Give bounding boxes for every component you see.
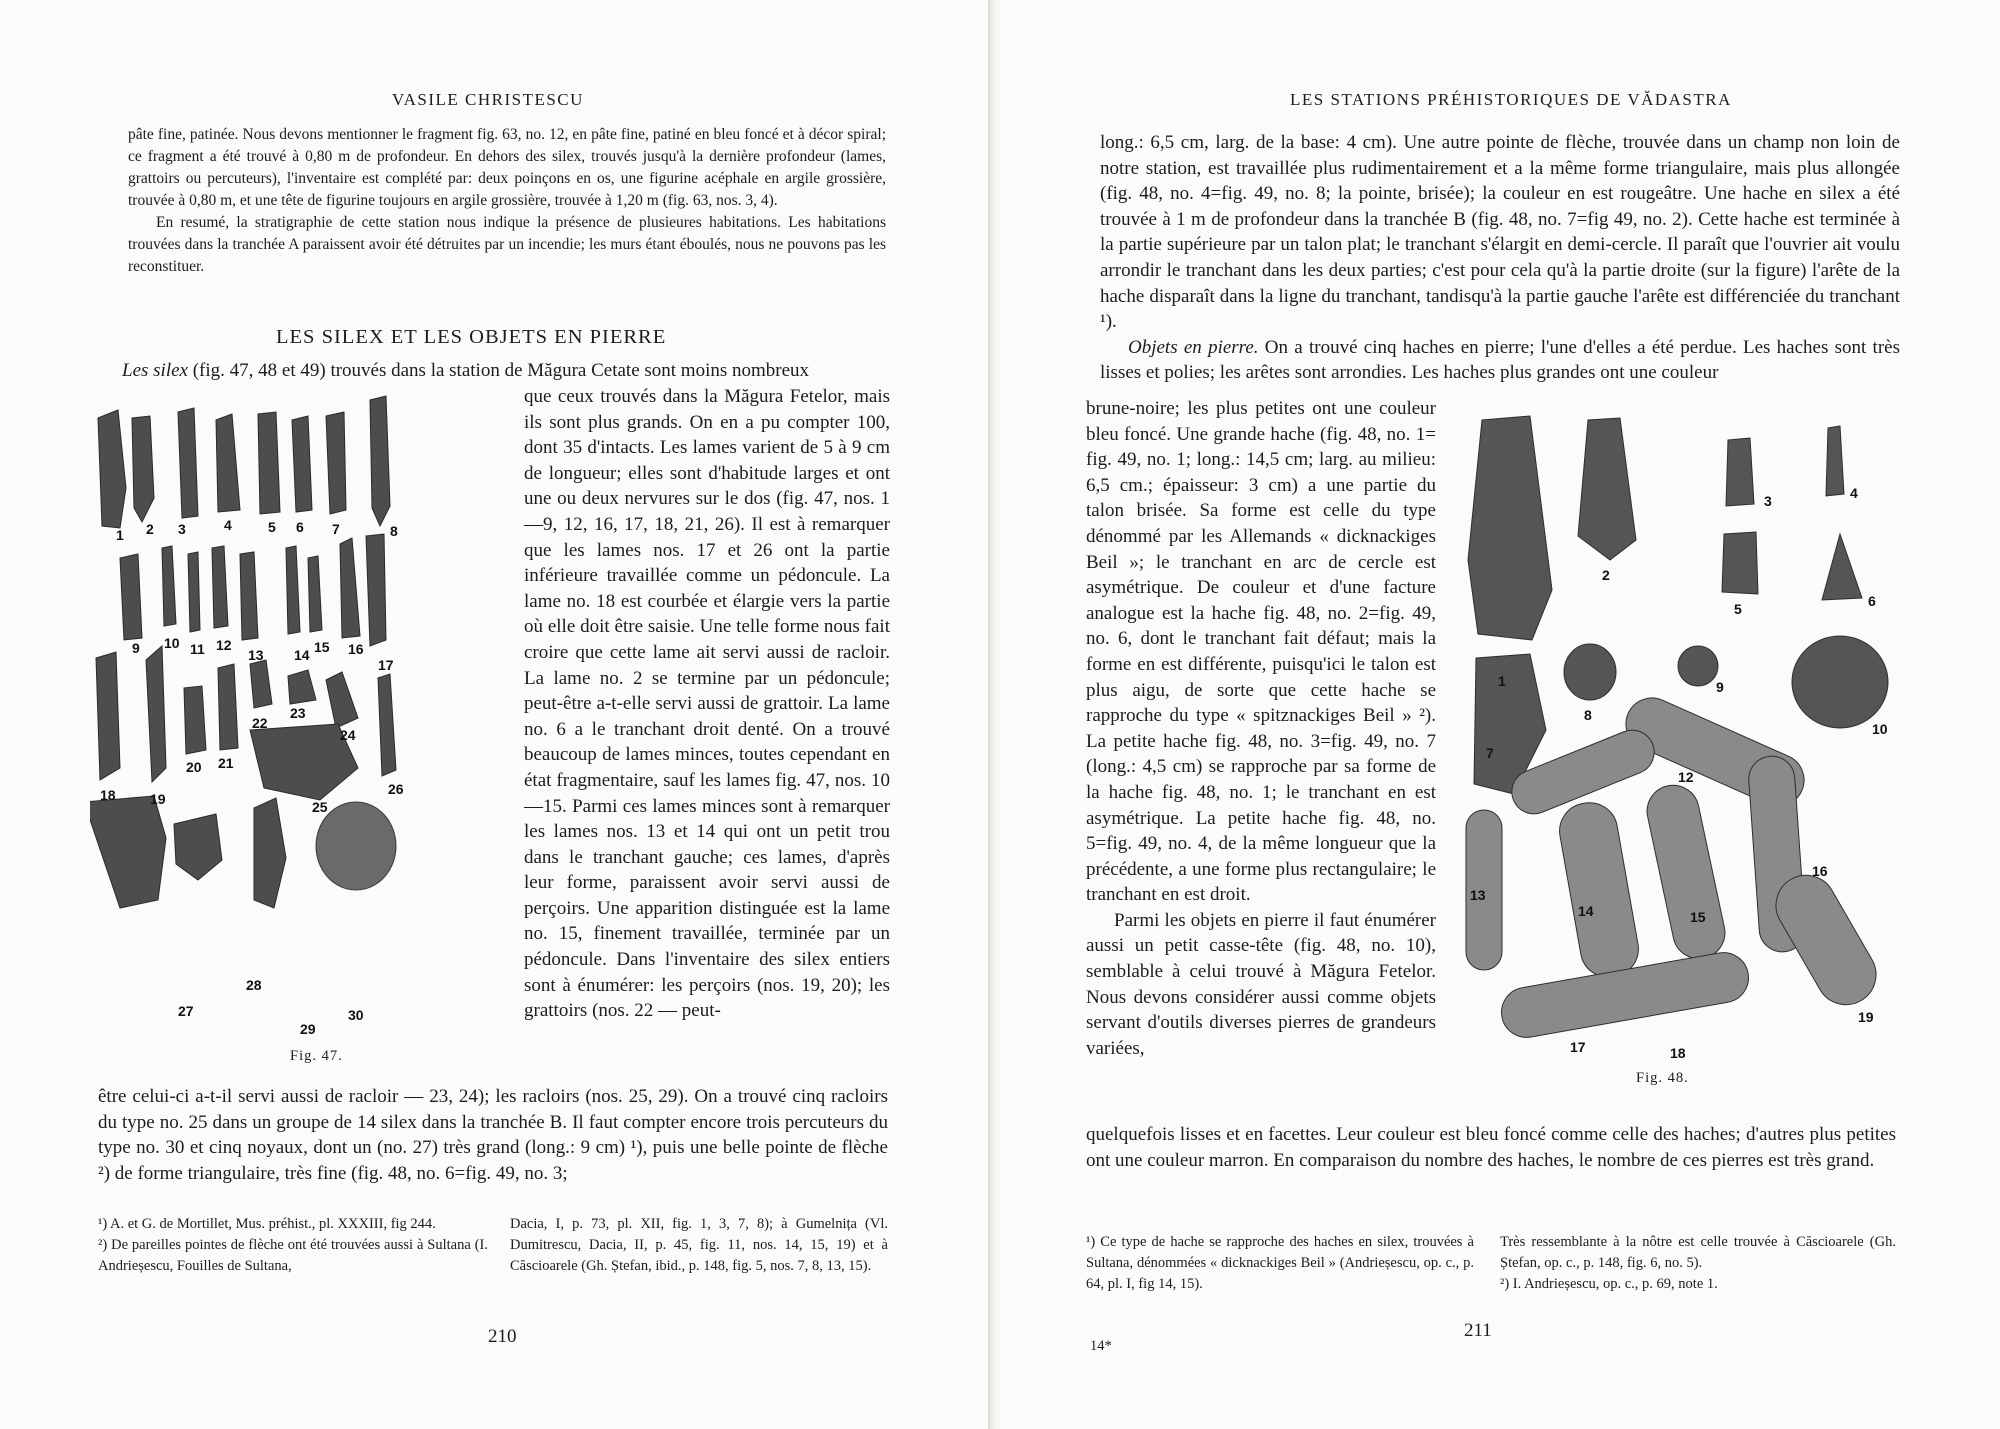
flint-blade-26 (378, 674, 396, 776)
fig47-label-13: 13 (248, 647, 264, 663)
paragraph-pointe-fleche: long.: 6,5 cm, larg. de la base: 4 cm). Une autre pointe de flèche, trouvée dans un champ non loin de notre station, est travaillée plus rudimentairement et a la même forme triangulaire, mais plus allongée (fig. 48, no. 4=fig. 49, no. 8; la pointe, brisée); la couleur en est rougeâtre. Une hache en silex a été trouvée à 1 m de profondeur dans la tranchée B (fig. 48, no. 7=fig 49, no. 2). Cette hache est terminée à la partie supérieure par un talon plat; le tranchant s'élargit en demi-cercle. Il paraît que l'ouvrier ait voulu arrondir le tranchant dans les deux parties; c'est pour cela qu'à la partie droite (sur la figure) l'arête de la hache disparaît dans la ligne du tranchant, tandisqu'à la partie gauche l'arête est différenciée du tranchant ¹). (1100, 132, 1900, 333)
right-page (1000, 0, 2000, 1429)
mace-head-10 (1792, 636, 1888, 728)
flint-core-28 (174, 814, 222, 880)
section-heading: LES SILEX ET LES OBJETS EN PIERRE (276, 326, 667, 348)
fig47-label-26: 26 (388, 781, 404, 797)
fig47-label-1: 1 (116, 527, 124, 543)
page-number-left: 210 (488, 1326, 517, 1347)
left-full-text: être celui-ci a-t-il servi aussi de racloir — 23, 24); les racloirs (nos. 25, 29). On a trouvé cinq racloirs du type no. 25 dans un groupe de 14 silex dans la tranchée B. Il faut compter encore trois percuteurs du type no. 30 et cinq noyaux, dont un (no. 27) très grand (long.: 9 cm) ¹), puis une belle pointe de flèche ²) de forme triangulaire, très fine (fig. 48, no. 6=fig. 49, no. 3; (98, 1086, 888, 1184)
fig48-label-12: 12 (1678, 769, 1694, 785)
fig48-label-6: 6 (1868, 593, 1876, 609)
fig47-label-18: 18 (100, 787, 116, 803)
fig47-label-8: 8 (390, 523, 398, 539)
objets-rest: On a trouvé cinq haches en pierre; l'une d'elles a été perdue. Les haches sont très lisses et polies; les arêtes sont arrondies. Les haches plus grandes ont une couleur (1100, 336, 1900, 384)
flint-blade-12 (212, 546, 228, 628)
flint-blade-10 (162, 546, 176, 626)
fig48-label-8: 8 (1584, 707, 1592, 723)
fig47-label-24: 24 (340, 727, 356, 743)
fig47-label-11: 11 (190, 641, 205, 657)
flint-blade-19 (146, 646, 166, 782)
flint-blade-18 (96, 652, 120, 780)
fig47-label-28: 28 (246, 977, 262, 993)
flint-blade-20 (184, 686, 206, 754)
running-header: LES STATIONS PRÉHISTORIQUES DE VĂDASTRA (1290, 90, 1732, 109)
flint-blade-17 (366, 534, 386, 646)
footnote-left-col2: Dacia, I, p. 73, pl. XII, fig. 1, 3, 7, 8); à Gumelnița (Vl. Dumitrescu, Dacia, II, p. 45, fig. 11, nos. 14, 15, 19) et à Căscioarele (Gh. Ștefan, ibid., p. 148, fig. 5, nos. 7, 8, 13, 15). (510, 1216, 888, 1274)
footnote-left-col1: ¹) A. et G. de Mortillet, Mus. préhist., pl. XXXIII, fig 244. ²) De pareilles pointes de flèche ont été trouvées aussi à Sultana (I. Andrieșescu, Fouilles de Sultana, (98, 1216, 488, 1274)
fig48-label-13: 13 (1470, 887, 1486, 903)
fig47-label-29: 29 (300, 1021, 316, 1037)
stone-axe-4 (1826, 426, 1844, 496)
fig47-label-15: 15 (314, 639, 330, 655)
paragraph-pate-fine: pâte fine, patinée. Nous devons mentionner le fragment fig. 63, no. 12, en pâte fine, patiné en bleu foncé et à décor spiral; ce fragment a été trouvé à 0,80 m de profondeur. En dehors des silex, trouvés jusqu'à la dernière profondeur (lames, grattoirs ou percuteurs), l'inventaire est complété par: deux poinçons en os, une figurine acéphale en argile grossière, trouvée à 0,80 m, et une tête de figurine toujours en argile grossière, trouvée à 1,20 m (fig. 63, nos. 3, 4). (128, 126, 886, 209)
intro-italic: Les silex (122, 360, 188, 381)
intro-rest: (fig. 47, 48 et 49) trouvés dans la station de Măgura Cetate sont moins nombreux (187, 360, 810, 381)
fig48-label-5: 5 (1734, 601, 1742, 617)
fig48-label-2: 2 (1602, 567, 1610, 583)
flint-blade-5 (258, 412, 280, 514)
arrowhead-6 (1822, 534, 1862, 600)
stone-axe-5 (1722, 532, 1758, 594)
footnote-right-col2: Très ressemblante à la nôtre est celle trouvée à Căscioarele (Gh. Ștefan, op. c., p. 148, fig. 6, no. 5). ²) I. Andrieșescu, op. c., p. 69, note 1. (1500, 1234, 1896, 1292)
fig48-label-9: 9 (1716, 679, 1724, 695)
flint-blade-21 (218, 664, 238, 750)
fig48-label-17: 17 (1570, 1039, 1586, 1055)
fig48-label-7: 7 (1486, 745, 1494, 761)
stone-ball-8 (1564, 644, 1616, 700)
flint-blade-9 (120, 554, 142, 640)
figure-48-caption: Fig. 48. (1636, 1070, 1689, 1086)
fig47-label-27: 27 (178, 1003, 194, 1019)
fig48-label-1: 1 (1498, 673, 1506, 689)
fig47-label-20: 20 (186, 759, 202, 775)
stone-ball-9 (1678, 646, 1718, 686)
fig47-label-25: 25 (312, 799, 328, 815)
flint-blade-22 (250, 660, 272, 708)
flint-blade-13 (240, 552, 258, 640)
running-header: VASILE CHRISTESCU (392, 90, 584, 109)
fig48-label-19: 19 (1858, 1009, 1874, 1025)
left-page (0, 0, 990, 1429)
top-paragraph (128, 124, 886, 278)
flint-scraper-24 (326, 672, 358, 728)
paragraph-objets-pierre (1100, 335, 1900, 386)
flint-blade-6 (292, 416, 312, 512)
fig47-label-17: 17 (378, 657, 394, 673)
flint-blade-1 (98, 410, 126, 528)
flint-blade-8 (370, 396, 390, 526)
right-top-text (1100, 130, 1900, 386)
flint-blade-15 (308, 556, 322, 632)
flint-blade-4 (216, 414, 240, 512)
paragraph-haches: brune-noire; les plus petites ont une couleur bleu foncé. Une grande hache (fig. 48, no. 1= fig. 49, no. 1; long.: 14,5 cm; larg. au milieu: 6,5 cm.; épaisseur: 3 cm) a une partie du talon brisée. Sa forme est celle du type dénommé par les Allemands « dicknackiges Beil »; le tranchant en arc de cercle est asymétrique. De couleur et d'une facture analogue est la hache fig. 48, no. 2=fig. 49, no. 6, dont le tranchant fait défaut; mais la forme en est différente, puisqu'ici le talon est plus aigu, de sorte que cette hache se rapproche du type « spitznackiges Beil » ²). La petite hache fig. 48, no. 3=fig. 49, no. 7 (long.: 4,5 cm) se rapproche par sa forme de la hache fig. 48, no. 1; le tranchant en est asymétrique. La petite hache fig. 48, no. 5=fig. 49, no. 4, de la même longueur que la précédente, a une forme plus rectangulaire; le tranchant en est droit. (1086, 398, 1436, 906)
fig48-label-3: 3 (1764, 493, 1772, 509)
stone-axe-2 (1578, 418, 1636, 560)
right-column-text (1086, 396, 1436, 1061)
stone-axe-3 (1726, 438, 1754, 506)
stone-axe-1 (1468, 416, 1552, 640)
footnote-right-col1: ¹) Ce type de hache se rapproche des haches en silex, trouvées à Sultana, dénommées « dicknackiges Beil » (Andrieșescu, op. c., p. 64, pl. I, fig 14, 15). (1086, 1234, 1474, 1292)
fig47-label-5: 5 (268, 519, 276, 535)
left-column-text: que ceux trouvés dans la Măgura Fetelor, mais ils sont plus grands. On en a pu compter 100, dont 35 d'intacts. Les lames varient de 5 à 9 cm de longueur; elles sont d'habitude larges et ont une ou deux nervures sur le dos (fig. 47, nos. 1—9, 12, 16, 17, 18, 21, 26). Il est à remarquer que les lames nos. 17 et 26 ont la partie inférieure travaillée comme un pédoncule. La lame no. 18 est courbée et élargie vers la partie où elle doit être saisie. Une telle forme nous fait croire que cette lame ait servi aussi de racloir. La lame no. 2 se termine par un pédoncule; peut-être a-t-elle servi aussi de grattoir. La lame no. 6 a le tranchant droit denté. On a trouvé beaucoup de lames minces, toutes cependant en état fragmentaire, sauf les lames fig. 47, nos. 10—15. Parmi ces lames minces sont à remarquer les lames nos. 13 et 14 qui ont un petit trou dans le tranchant gauche; ces lames, d'après leur forme, paraissent avoir servi aussi de perçoirs. Une apparition distinguée est la lame no. 15, finement travaillée, terminée par un pédoncule. Dans l'inventaire des silex entiers sont à énumérer: les perçoirs (nos. 19, 20); les grattoirs (nos. 22 — peut- (524, 386, 890, 1022)
fig47-label-7: 7 (332, 521, 340, 537)
flint-core-27 (90, 796, 166, 908)
fig47-label-2: 2 (146, 521, 154, 537)
fig47-label-4: 4 (224, 517, 232, 533)
fig48-label-15: 15 (1690, 909, 1706, 925)
fig47-label-6: 6 (296, 519, 304, 535)
flint-blade-14 (286, 546, 300, 634)
pestle-15 (1642, 781, 1729, 964)
objets-italic: Objets en pierre. (1128, 336, 1259, 358)
figure-48-plate (1460, 410, 1930, 1060)
fig47-label-23: 23 (290, 705, 306, 721)
fig47-label-10: 10 (164, 635, 180, 651)
flint-scraper-23 (288, 670, 316, 704)
hammerstone-30 (316, 802, 396, 890)
fig48-label-4: 4 (1850, 485, 1858, 501)
page-number-right: 211 (1464, 1320, 1492, 1341)
flint-blade-16 (340, 538, 360, 638)
flint-blade-3 (178, 408, 198, 518)
fig47-label-21: 21 (218, 755, 234, 771)
flint-blade-2 (132, 416, 154, 522)
fig47-label-16: 16 (348, 641, 364, 657)
fig47-label-22: 22 (252, 715, 268, 731)
fig47-label-30: 30 (348, 1007, 364, 1023)
flint-scraper-29 (254, 798, 286, 908)
fig47-label-12: 12 (216, 637, 232, 653)
fig47-label-9: 9 (132, 640, 140, 656)
paragraph-casse-tete: Parmi les objets en pierre il faut énumérer aussi un petit casse-tête (fig. 48, no. 10), semblable à celui trouvé à Măgura Fetelor. Nous devons considérer aussi comme objets servant d'outils diverses pierres de grandeurs variées, (1086, 909, 1436, 1059)
flint-blade-7 (326, 412, 346, 514)
fig47-label-3: 3 (178, 521, 186, 537)
fig47-label-19: 19 (150, 791, 166, 807)
fig48-label-14: 14 (1578, 903, 1594, 919)
right-full-text: quelquefois lisses et en facettes. Leur couleur est bleu foncé comme celle des haches; d'autres plus petites ont une couleur marron. En comparaison du nombre des haches, le nombre de ces pierres est très grand. (1086, 1124, 1896, 1171)
flint-blade-11 (188, 552, 200, 632)
figure-47-caption: Fig. 47. (290, 1048, 343, 1064)
fig48-label-10: 10 (1872, 721, 1888, 737)
figure-47-plate (90, 388, 520, 1068)
fig48-label-18: 18 (1670, 1045, 1686, 1060)
intro-line (122, 358, 888, 384)
fig47-label-14: 14 (294, 647, 310, 663)
fig48-label-16: 16 (1812, 863, 1828, 879)
signature-mark: 14* (1090, 1338, 1112, 1354)
pestle-14 (1555, 798, 1643, 981)
paragraph-resume: En resumé, la stratigraphie de cette station nous indique la présence de plusieures habitations. Les habitations trouvées dans la tranchée A paraissent avoir été détruites par un incendie; les murs étant éboulés, nous ne pouvons pas les reconstituer. (128, 214, 886, 275)
